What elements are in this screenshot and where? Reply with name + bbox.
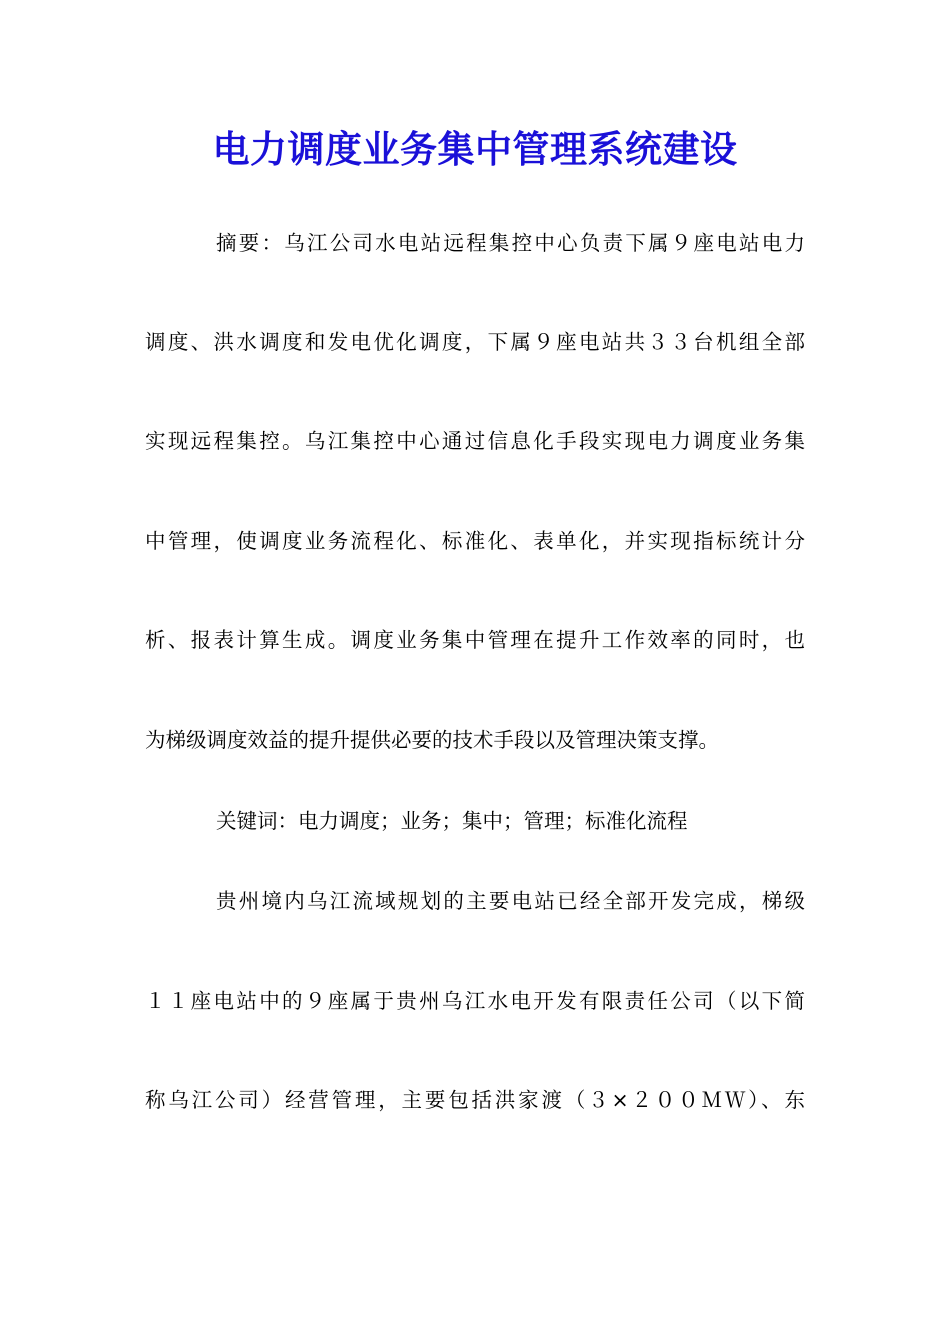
abstract-line-5: 析、报表计算生成。调度业务集中管理在提升工作效率的同时，也	[145, 628, 805, 652]
abstract-line-3: 实现远程集控。乌江集控中心通过信息化手段实现电力调度业务集	[145, 429, 805, 453]
abstract-line-1: 摘要：乌江公司水电站远程集控中心负责下属９座电站电力	[216, 231, 805, 255]
document-title: 电力调度业务集中管理系统建设	[212, 127, 738, 171]
body-paragraph-line-1: 贵州境内乌江流域规划的主要电站已经全部开发完成，梯级	[216, 889, 805, 913]
body-paragraph-line-2: １１座电站中的９座属于贵州乌江水电开发有限责任公司（以下简	[145, 989, 805, 1013]
abstract-line-6: 为梯级调度效益的提升提供必要的技术手段以及管理决策支撑。	[145, 728, 719, 752]
abstract-line-2: 调度、洪水调度和发电优化调度，下属９座电站共３３台机组全部	[145, 330, 805, 354]
body-paragraph-line-3: 称乌江公司）经营管理，主要包括洪家渡（３×２００ＭＷ）、东	[145, 1088, 805, 1112]
abstract-line-4: 中管理，使调度业务流程化、标准化、表单化，并实现指标统计分	[145, 529, 805, 553]
keywords-line: 关键词：电力调度；业务；集中；管理；标准化流程	[216, 809, 688, 833]
